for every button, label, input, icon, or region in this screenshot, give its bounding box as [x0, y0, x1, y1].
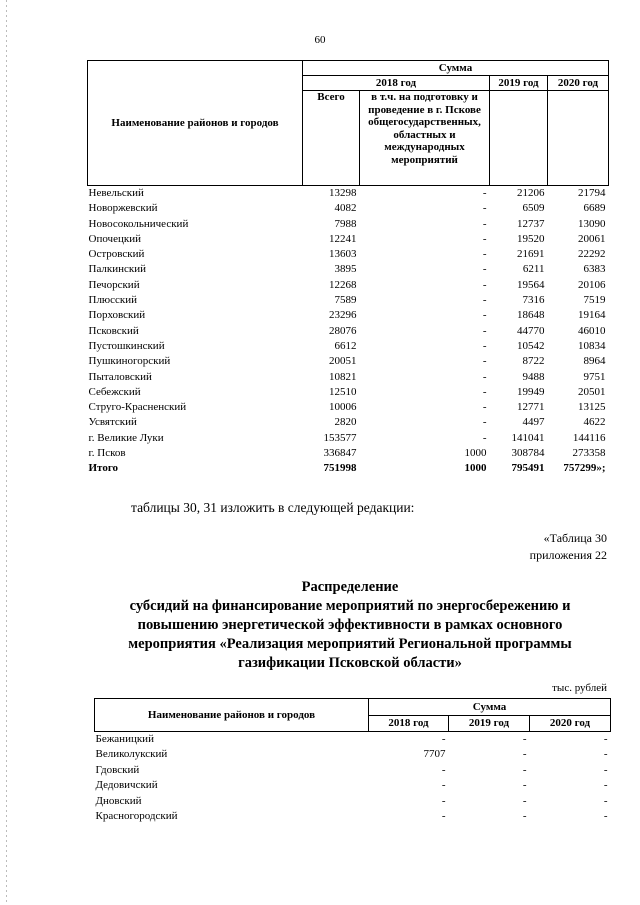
- amount-2020: 273358: [572, 447, 606, 460]
- table-row: [88, 415, 609, 430]
- amount-2020: -: [603, 779, 608, 792]
- instruction-text: таблицы 30, 31 изложить в следующей редакции:: [131, 500, 415, 515]
- table-reference-line2: приложения 22: [529, 548, 607, 562]
- amount-2020: 9751: [583, 370, 606, 383]
- district-name: г. Псков: [88, 447, 126, 460]
- allocation-table-previous: [87, 60, 609, 477]
- events-2018: -: [482, 263, 487, 276]
- table-row: [95, 747, 611, 762]
- amount-2020: 6383: [583, 263, 606, 276]
- amount-2019: 9488: [522, 370, 545, 383]
- amount-2020: 46010: [578, 324, 606, 337]
- amount-2019: 4497: [522, 416, 545, 429]
- district-name: Бежаницкий: [95, 733, 154, 745]
- district-name: Красногородский: [95, 810, 178, 823]
- table-row: [88, 370, 609, 385]
- district-name: Дедовичский: [95, 779, 158, 792]
- amount-2018: -: [441, 810, 446, 823]
- total-2018: 12241: [329, 232, 357, 245]
- table-row: [88, 354, 609, 369]
- events-2018: -: [482, 355, 487, 368]
- table-row: [88, 278, 609, 293]
- header-total: Всего: [303, 91, 360, 186]
- table-row: [88, 293, 609, 308]
- table-row: [95, 732, 611, 748]
- header-year-2019: 2019 год: [449, 715, 530, 732]
- amount-2020: 6689: [583, 202, 606, 215]
- district-name: Островский: [88, 248, 145, 261]
- total-2018: 10006: [329, 401, 357, 414]
- district-name: Гдовский: [95, 763, 140, 776]
- amount-2020: 20061: [578, 232, 606, 245]
- total-2018: 23296: [329, 309, 357, 322]
- district-name: Палкинский: [88, 263, 147, 276]
- district-name: Опочецкий: [88, 232, 141, 245]
- table-row: [88, 186, 609, 202]
- table-row: [95, 763, 611, 778]
- title-line5: газификации Псковской области»: [238, 655, 462, 671]
- district-name: Пустошкинский: [88, 339, 165, 352]
- amount-2019: 6509: [522, 202, 545, 215]
- header-event-subcolumn: в т.ч. на подготовку и проведение в г. Пскове общегосударственных, областных и международных мероприятий: [360, 91, 490, 186]
- header-sum: Сумма: [303, 61, 609, 76]
- scan-margin-line: [6, 0, 7, 905]
- amount-2019: -: [522, 763, 527, 776]
- district-name: Печорский: [88, 278, 140, 291]
- amount-2020: 13090: [578, 217, 606, 230]
- amount-2020: 19164: [578, 309, 606, 322]
- amount-2020: -: [603, 794, 608, 807]
- header-year-2020: 2020 год: [530, 715, 611, 732]
- amount-2020: 757299»;: [563, 462, 606, 475]
- title-line1: Распределение: [301, 579, 399, 595]
- amount-2020: -: [603, 733, 608, 745]
- table1-body: [88, 186, 609, 477]
- amount-2019: 795491: [511, 462, 545, 475]
- allocation-table-gasification: [94, 698, 611, 824]
- header-empty-2020: [548, 91, 609, 186]
- district-name: Великолукский: [95, 748, 168, 761]
- units-label: тыс. рублей: [552, 682, 607, 694]
- table-row: [88, 446, 609, 461]
- header-empty-2019: [490, 91, 548, 186]
- title-line4: мероприятия «Реализация мероприятий Региональной программы: [128, 636, 572, 652]
- events-2018: -: [482, 248, 487, 261]
- table2-body: [95, 732, 611, 825]
- table-row: [88, 339, 609, 354]
- table-reference-line1: «Таблица 30: [543, 531, 607, 545]
- events-2018: -: [482, 370, 487, 383]
- amount-2019: 7316: [522, 294, 545, 307]
- district-name: Невельский: [88, 187, 144, 199]
- events-2018: -: [482, 416, 487, 429]
- total-2018: 6612: [334, 339, 357, 352]
- amount-2020: -: [603, 748, 608, 761]
- amount-2020: 21794: [578, 187, 606, 199]
- events-2018: -: [482, 187, 487, 199]
- district-name: Пушкиногорский: [88, 355, 171, 368]
- district-name: Себежский: [88, 385, 141, 398]
- events-2018: 1000: [464, 462, 487, 475]
- district-name: Порховский: [88, 309, 146, 322]
- table-row: [95, 809, 611, 824]
- amount-2019: 8722: [522, 355, 545, 368]
- total-2018: 13603: [329, 248, 357, 261]
- amount-2019: 21206: [517, 187, 545, 199]
- events-2018: -: [482, 431, 487, 444]
- page-number: 60: [314, 34, 326, 46]
- total-2018: 12510: [329, 385, 357, 398]
- table-row: [88, 232, 609, 247]
- district-name: Усвятский: [88, 416, 137, 429]
- amount-2020: 20501: [578, 385, 606, 398]
- events-2018: -: [482, 339, 487, 352]
- district-name: г. Великие Луки: [88, 431, 164, 444]
- events-2018: -: [482, 232, 487, 245]
- title-line2: субсидий на финансирование мероприятий по энергосбережению и: [129, 598, 571, 614]
- amount-2020: 20106: [578, 278, 606, 291]
- table-row: [95, 778, 611, 793]
- total-2018: 7589: [334, 294, 357, 307]
- events-2018: -: [482, 309, 487, 322]
- events-2018: -: [482, 385, 487, 398]
- table-row: [88, 262, 609, 277]
- amount-2020: 8964: [583, 355, 606, 368]
- total-2018: 3895: [334, 263, 357, 276]
- events-2018: -: [482, 202, 487, 215]
- amount-2019: 308784: [511, 447, 545, 460]
- amount-2019: 18648: [517, 309, 545, 322]
- table-row: [88, 217, 609, 232]
- header-year-2018: 2018 год: [303, 76, 490, 91]
- header-name-column: Наименование районов и городов: [88, 61, 303, 186]
- amount-2019: 19564: [517, 278, 545, 291]
- total-2018: 13298: [329, 187, 357, 199]
- header-year-2019: 2019 год: [490, 76, 548, 91]
- amount-2020: 7519: [583, 294, 606, 307]
- header-name-column: Наименование районов и городов: [95, 699, 369, 732]
- total-2018: 7988: [334, 217, 357, 230]
- total-2018: 336847: [323, 447, 357, 460]
- district-name: Новоржевский: [88, 202, 158, 215]
- header-year-2018: 2018 год: [369, 715, 449, 732]
- amount-2019: 44770: [517, 324, 545, 337]
- district-name: Пыталовский: [88, 370, 152, 383]
- amount-2020: -: [603, 763, 608, 776]
- total-2018: 20051: [329, 355, 357, 368]
- amount-2019: 21691: [517, 248, 545, 261]
- amount-2020: 13125: [578, 401, 606, 414]
- total-2018: 153577: [323, 431, 357, 444]
- table-row: [88, 324, 609, 339]
- amount-2019: 141041: [511, 431, 545, 444]
- amount-2018: -: [441, 779, 446, 792]
- table-row: [88, 400, 609, 415]
- table-row: [88, 308, 609, 323]
- section-title: [90, 578, 610, 673]
- amount-2018: 7707: [423, 748, 446, 761]
- amount-2019: -: [522, 733, 527, 745]
- amount-2019: -: [522, 779, 527, 792]
- amount-2019: 10542: [517, 339, 545, 352]
- amount-2019: 19520: [517, 232, 545, 245]
- amount-2020: -: [603, 810, 608, 823]
- amount-2020: 10834: [578, 339, 606, 352]
- total-2018: 2820: [334, 416, 357, 429]
- events-2018: -: [482, 278, 487, 291]
- events-2018: -: [482, 401, 487, 414]
- table-reference: [530, 530, 607, 564]
- amount-2019: 12737: [517, 217, 545, 230]
- amount-2019: 12771: [517, 401, 545, 414]
- header-sum: Сумма: [369, 699, 611, 716]
- total-row: [88, 461, 609, 476]
- events-2018: 1000: [464, 447, 487, 460]
- events-2018: -: [482, 324, 487, 337]
- header-year-2020: 2020 год: [548, 76, 609, 91]
- table-row: [88, 247, 609, 262]
- district-name: Новосокольнический: [88, 217, 189, 230]
- district-name: Плюсский: [88, 294, 138, 307]
- table-row: [88, 431, 609, 446]
- amount-2019: -: [522, 794, 527, 807]
- amount-2020: 4622: [583, 416, 606, 429]
- amount-2018: -: [441, 763, 446, 776]
- amount-2018: -: [441, 794, 446, 807]
- amount-2019: 19949: [517, 385, 545, 398]
- district-name: Дновский: [95, 794, 142, 807]
- amount-2019: -: [522, 810, 527, 823]
- total-2018: 10821: [329, 370, 357, 383]
- total-2018: 751998: [323, 462, 357, 475]
- total-label: Итого: [88, 462, 119, 475]
- amount-2020: 22292: [578, 248, 606, 261]
- district-name: Струго-Красненский: [88, 401, 187, 414]
- table-row: [95, 794, 611, 809]
- total-2018: 12268: [329, 278, 357, 291]
- title-line3: повышению энергетической эффективности в рамках основного: [137, 617, 563, 633]
- amount-2018: -: [441, 733, 446, 745]
- amount-2019: 6211: [522, 263, 545, 276]
- table-row: [88, 385, 609, 400]
- total-2018: 4082: [334, 202, 357, 215]
- events-2018: -: [482, 217, 487, 230]
- table-row: [88, 201, 609, 216]
- amount-2020: 144116: [572, 431, 606, 444]
- total-2018: 28076: [329, 324, 357, 337]
- events-2018: -: [482, 294, 487, 307]
- district-name: Псковский: [88, 324, 139, 337]
- amount-2019: -: [522, 748, 527, 761]
